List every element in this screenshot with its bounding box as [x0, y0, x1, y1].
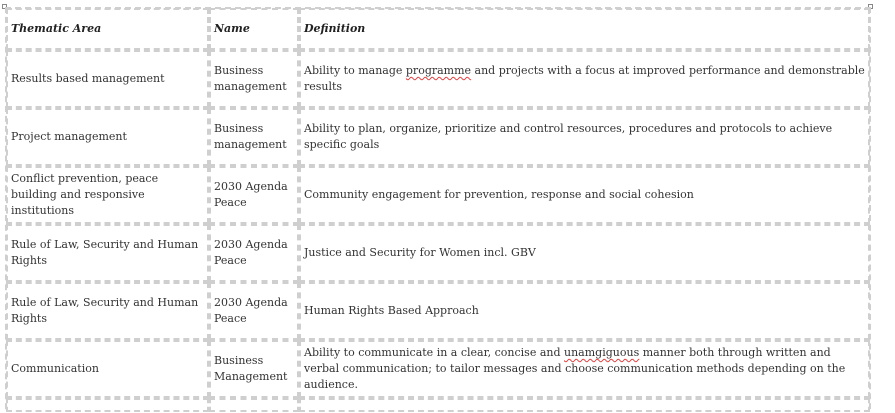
header-name[interactable]: Name	[209, 8, 299, 50]
cell-thematic-area[interactable]: Communication	[6, 340, 209, 398]
cell-thematic-area[interactable]: Rule of Law, Security and Human Rights	[6, 224, 209, 282]
table-row	[6, 50, 870, 108]
cell-empty[interactable]	[209, 398, 299, 412]
spelling-flagged-word: unamgiguous	[564, 346, 640, 359]
cell-name[interactable]: Business Management	[209, 340, 299, 398]
table-row	[6, 108, 870, 166]
table-header-row	[6, 8, 870, 50]
cell-thematic-area[interactable]: Rule of Law, Security and Human Rights	[6, 282, 209, 340]
thematic-areas-table[interactable]	[6, 8, 870, 412]
definition-text: and projects with a focus at improved performance and demonstrable results	[304, 64, 865, 93]
definition-text: Community engagement for prevention, response and social cohesion	[304, 188, 694, 201]
definition-text: manner both through written and verbal communication; to tailor messages and choose communication methods depending on the audience.	[304, 346, 846, 391]
document-table-container	[6, 8, 870, 413]
definition-text: Ability to plan, organize, prioritize and control resources, procedures and protocols to achieve specific goals	[304, 122, 833, 151]
cell-definition[interactable]	[299, 282, 870, 340]
header-thematic-area[interactable]: Thematic Area	[6, 8, 209, 50]
spelling-flagged-word: programme	[405, 64, 472, 77]
cell-name[interactable]: 2030 Agenda Peace	[209, 282, 299, 340]
cell-name[interactable]: Business management	[209, 50, 299, 108]
cell-name[interactable]: 2030 Agenda Peace	[209, 224, 299, 282]
definition-text: Human Rights Based Approach	[304, 304, 479, 317]
definition-text: Ability to communicate in a clear, concise and	[304, 346, 565, 359]
cell-definition[interactable]	[299, 50, 870, 108]
table-row-partial	[6, 398, 870, 412]
cell-empty[interactable]	[6, 398, 209, 412]
header-definition[interactable]: Definition	[299, 8, 870, 50]
table-row	[6, 282, 870, 340]
cell-definition[interactable]	[299, 340, 870, 398]
definition-text: Justice and Security for Women incl. GBV	[304, 246, 536, 259]
cell-name[interactable]: Business management	[209, 108, 299, 166]
table-row	[6, 166, 870, 224]
cell-definition[interactable]	[299, 224, 870, 282]
cell-definition[interactable]	[299, 166, 870, 224]
cell-thematic-area[interactable]: Project management	[6, 108, 209, 166]
cell-name[interactable]: 2030 Agenda Peace	[209, 166, 299, 224]
table-row	[6, 340, 870, 398]
cell-empty[interactable]	[299, 398, 870, 412]
table-row	[6, 224, 870, 282]
cell-thematic-area[interactable]: Results based management	[6, 50, 209, 108]
definition-text: Ability to manage	[304, 64, 406, 77]
cell-thematic-area[interactable]: Conflict prevention, peace building and responsive institutions	[6, 166, 209, 224]
cell-definition[interactable]	[299, 108, 870, 166]
